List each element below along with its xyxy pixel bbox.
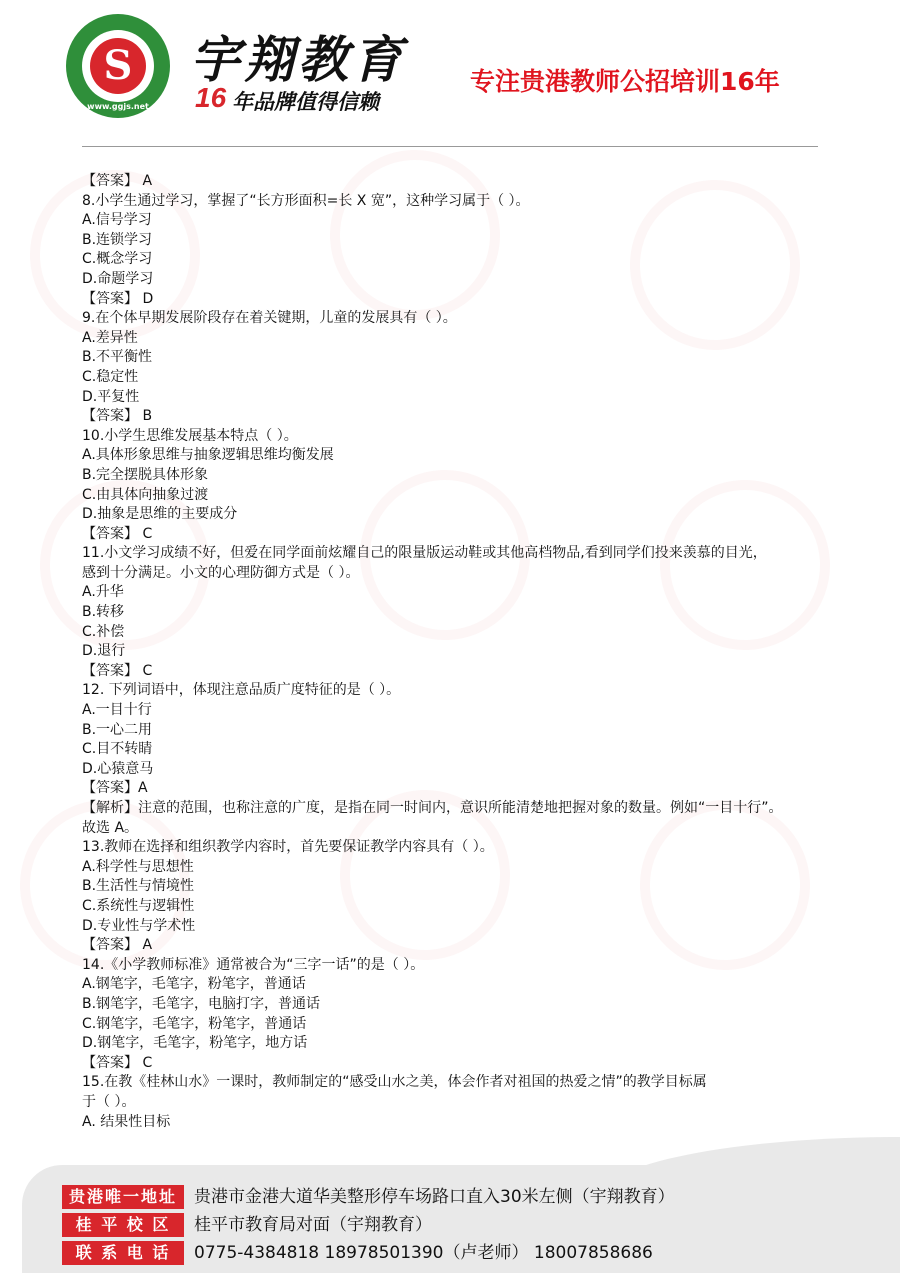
text-line: 【答案】 B [82,408,153,425]
text-line: C.系统性与逻辑性 [82,897,195,914]
text-line: C.由具体向抽象过渡 [82,486,209,503]
text-line: 【答案】 A [82,173,153,189]
page-footer [22,1165,900,1273]
text-line: C.目不转睛 [82,741,153,758]
brand-subtitle: 年品牌值得信赖 [232,90,379,114]
text-line: D.退行 [82,643,126,660]
text-line: 于（ ）。 [82,1093,136,1110]
document-body [82,172,822,1132]
text-line: 【答案】A [82,780,148,797]
text-line: 感到十分满足。小文的心理防御方式是（ ）。 [82,564,360,581]
text-line: 12. 下列词语中，体现注意品质广度特征的是（ ）。 [82,682,401,699]
text-line: A. 结果性目标 [82,1113,171,1130]
text-line: D.平复性 [82,388,140,405]
text-line: 故选 A。 [82,819,139,836]
text-line: B.不平衡性 [82,349,153,366]
footer-value: 桂平市教育局对面（宇翔教育） [194,1215,432,1235]
text-line: D.心猿意马 [82,760,154,777]
brand-years: 16 [195,82,227,113]
text-line: A.一目十行 [82,702,152,719]
text-line: 10.小学生思维发展基本特点（ ）。 [82,427,298,444]
footer-value: 0775-4384818 18978501390（卢老师） 18007858686 [194,1243,653,1263]
text-line: 【解析】注意的范围，也称注意的广度，是指在同一时间内，意识所能清楚地把握对象的数量。例如“一目十行”。 [82,800,783,816]
text-line: D.命题学习 [82,270,154,287]
text-line: A.钢笔字，毛笔字，粉笔字，普通话 [82,976,306,993]
text-line: B.钢笔字，毛笔字，电脑打字，普通话 [82,995,321,1012]
footer-label: 贵港唯一地址 [62,1185,184,1209]
text-line: 8.小学生通过学习，掌握了“长方形面积=长 X 宽”，这种学习属于（ ）。 [82,192,530,209]
text-line: B.转移 [82,604,125,621]
text-line: B.完全摆脱具体形象 [82,466,209,483]
footer-label: 联 系 电 话 [62,1241,184,1265]
footer-value: 贵港市金港大道华美整形停车场路口直入30米左侧（宇翔教育） [194,1187,675,1207]
text-line: 11.小文学习成绩不好，但爱在同学面前炫耀自己的限量版运动鞋或其他高档物品,看到同学们投来羡慕的目光， [82,545,767,562]
slogan: 专注贵港教师公招培训16年 [470,67,780,96]
brand-logo [66,14,170,118]
logo-url: www.ggjs.net [87,102,149,111]
header-divider [82,146,818,147]
text-line: 9.在个体早期发展阶段存在着关键期，儿童的发展具有（ ）。 [82,310,457,327]
text-line: B.一心二用 [82,721,153,738]
text-line: A.信号学习 [82,212,152,229]
text-line: 【答案】 C [82,525,153,542]
text-line: 【答案】 C [82,662,153,679]
text-line: 【答案】 D [82,290,154,307]
text-line: A.具体形象思维与抽象逻辑思维均衡发展 [82,447,334,464]
text-line: A.科学性与思想性 [82,858,194,875]
text-line: D.钢笔字，毛笔字，粉笔字，地方话 [82,1035,308,1052]
brand-title: 宇翔教育 [190,30,406,89]
text-line: C.稳定性 [82,368,139,385]
text-line: C.概念学习 [82,251,153,268]
text-line: 【答案】 A [82,937,153,954]
text-line: 13.教师在选择和组织教学内容时，首先要保证教学内容具有（ ）。 [82,839,494,856]
text-line: C.补偿 [82,623,125,640]
text-line: D.专业性与学术性 [82,917,196,934]
text-line: 15.在教《桂林山水》一课时，教师制定的“感受山水之美，体会作者对祖国的热爱之情”的教学目标属 [82,1074,707,1091]
footer-label: 桂 平 校 区 [62,1213,184,1237]
text-line: A.差异性 [82,329,138,346]
text-line: D.抽象是思维的主要成分 [82,506,238,523]
text-line: B.生活性与情境性 [82,878,195,895]
text-line: 14.《小学教师标准》通常被合为“三字一话”的是（ ）。 [82,956,425,973]
text-line: B.连锁学习 [82,231,153,248]
text-line: 【答案】 C [82,1054,153,1071]
page-header [0,0,900,150]
text-line: C.钢笔字，毛笔字，粉笔字，普通话 [82,1015,307,1032]
logo-s-icon: S [90,38,146,94]
text-line: A.升华 [82,584,124,601]
